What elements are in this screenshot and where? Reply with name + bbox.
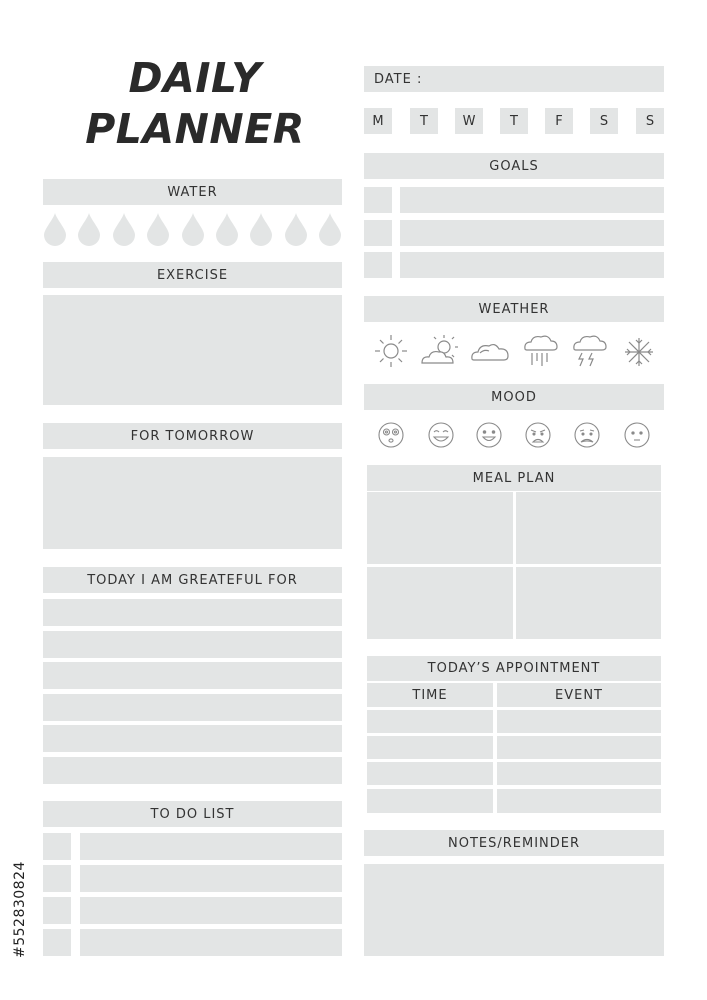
meal-plan-cell[interactable] — [516, 492, 661, 564]
appointment-event-header — [497, 683, 661, 707]
grateful-line[interactable] — [43, 725, 342, 752]
goal-checkbox[interactable] — [364, 220, 392, 246]
for-tomorrow-box[interactable] — [43, 457, 342, 549]
grateful-header-label: TODAY I AM GREATEFUL FOR — [87, 572, 298, 588]
todo-checkbox[interactable] — [43, 833, 71, 860]
grateful-line[interactable] — [43, 757, 342, 784]
goal-line[interactable] — [400, 187, 664, 213]
mood-header — [364, 384, 664, 410]
todo-line[interactable] — [80, 833, 342, 860]
grateful-header — [43, 567, 342, 593]
day-thursday[interactable] — [500, 108, 528, 134]
todo-line[interactable] — [80, 897, 342, 924]
date-field[interactable] — [364, 66, 664, 92]
appointment-event-cell[interactable] — [497, 762, 661, 785]
sun-icon[interactable] — [372, 333, 410, 369]
water-drop-icon[interactable] — [43, 212, 67, 246]
exercise-header-label: EXERCISE — [156, 267, 229, 283]
day-monday[interactable] — [364, 108, 392, 134]
appointment-event-cell[interactable] — [497, 710, 661, 733]
day-label: W — [462, 113, 476, 129]
water-drop-icon[interactable] — [181, 212, 205, 246]
day-label: M — [372, 113, 384, 129]
grateful-line[interactable] — [43, 662, 342, 689]
title-line-1: DAILY — [128, 54, 262, 102]
day-saturday[interactable] — [590, 108, 618, 134]
water-drop-icon[interactable] — [318, 212, 342, 246]
day-wednesday[interactable] — [455, 108, 483, 134]
goal-checkbox[interactable] — [364, 187, 392, 213]
meal-plan-cell[interactable] — [516, 567, 661, 639]
day-label: T — [510, 113, 518, 129]
goal-line[interactable] — [400, 220, 664, 246]
mood-header-label: MOOD — [491, 389, 537, 405]
appointment-header-label: TODAY’S APPOINTMENT — [427, 661, 601, 676]
day-label: S — [599, 113, 609, 129]
meal-plan-cell[interactable] — [367, 492, 513, 564]
water-drop-icon[interactable] — [284, 212, 308, 246]
meal-plan-header — [367, 465, 661, 491]
date-label: DATE : — [374, 71, 423, 87]
meal-plan-cell[interactable] — [367, 567, 513, 639]
day-friday[interactable] — [545, 108, 573, 134]
notes-header — [364, 830, 664, 856]
appointment-time-cell[interactable] — [367, 789, 493, 813]
angry-face-icon[interactable] — [524, 421, 552, 449]
exercise-header — [43, 262, 342, 288]
appointment-time-cell[interactable] — [367, 710, 493, 733]
day-label: S — [645, 113, 655, 129]
appointment-time-cell[interactable] — [367, 762, 493, 785]
water-header-label: WATER — [167, 184, 218, 200]
snowflake-icon[interactable] — [623, 336, 655, 368]
notes-header-label: NOTES/REMINDER — [447, 835, 581, 851]
appointment-time-cell[interactable] — [367, 736, 493, 759]
water-drop-icon[interactable] — [249, 212, 273, 246]
for-tomorrow-header-label: FOR TOMORROW — [130, 428, 255, 444]
weather-header-label: WEATHER — [478, 301, 550, 317]
day-sunday[interactable] — [636, 108, 664, 134]
smile-face-icon[interactable] — [475, 421, 503, 449]
page-title — [60, 54, 330, 153]
grateful-line[interactable] — [43, 599, 342, 626]
meal-plan-header-label: MEAL PLAN — [472, 470, 556, 486]
water-drop-icon[interactable] — [215, 212, 239, 246]
sun-cloud-icon[interactable] — [418, 333, 462, 369]
todo-checkbox[interactable] — [43, 865, 71, 892]
goal-line[interactable] — [400, 252, 664, 278]
grateful-line[interactable] — [43, 631, 342, 658]
todo-checkbox[interactable] — [43, 897, 71, 924]
appointment-event-cell[interactable] — [497, 736, 661, 759]
notes-box[interactable] — [364, 864, 664, 956]
todo-header-label: TO DO LIST — [150, 806, 235, 822]
happy-face-icon[interactable] — [427, 421, 455, 449]
event-label: EVENT — [555, 687, 603, 703]
storm-cloud-icon[interactable] — [570, 331, 608, 369]
todo-checkbox[interactable] — [43, 929, 71, 956]
day-label: F — [555, 113, 563, 129]
rain-cloud-icon[interactable] — [520, 331, 560, 369]
goals-header-label: GOALS — [489, 158, 539, 174]
todo-line[interactable] — [80, 929, 342, 956]
for-tomorrow-header — [43, 423, 342, 449]
appointment-event-cell[interactable] — [497, 789, 661, 813]
cloud-icon[interactable] — [468, 333, 512, 369]
appointment-header — [367, 656, 661, 681]
water-drop-icon[interactable] — [77, 212, 101, 246]
title-line-2: PLANNER — [85, 105, 305, 153]
goal-checkbox[interactable] — [364, 252, 392, 278]
todo-line[interactable] — [80, 865, 342, 892]
weather-header — [364, 296, 664, 322]
water-drop-icon[interactable] — [112, 212, 136, 246]
day-tuesday[interactable] — [410, 108, 438, 134]
water-header — [43, 179, 342, 205]
goals-header — [364, 153, 664, 179]
time-label: TIME — [412, 687, 448, 703]
appointment-time-header — [367, 683, 493, 707]
water-tracker — [43, 212, 342, 246]
todo-header — [43, 801, 342, 827]
neutral-face-icon[interactable] — [623, 421, 651, 449]
water-drop-icon[interactable] — [146, 212, 170, 246]
sad-face-icon[interactable] — [573, 421, 601, 449]
day-label: T — [420, 113, 428, 129]
grateful-line[interactable] — [43, 694, 342, 721]
exercise-box[interactable] — [43, 295, 342, 405]
stock-id-text: #552830824 — [12, 861, 28, 958]
dizzy-face-icon[interactable] — [377, 421, 405, 449]
